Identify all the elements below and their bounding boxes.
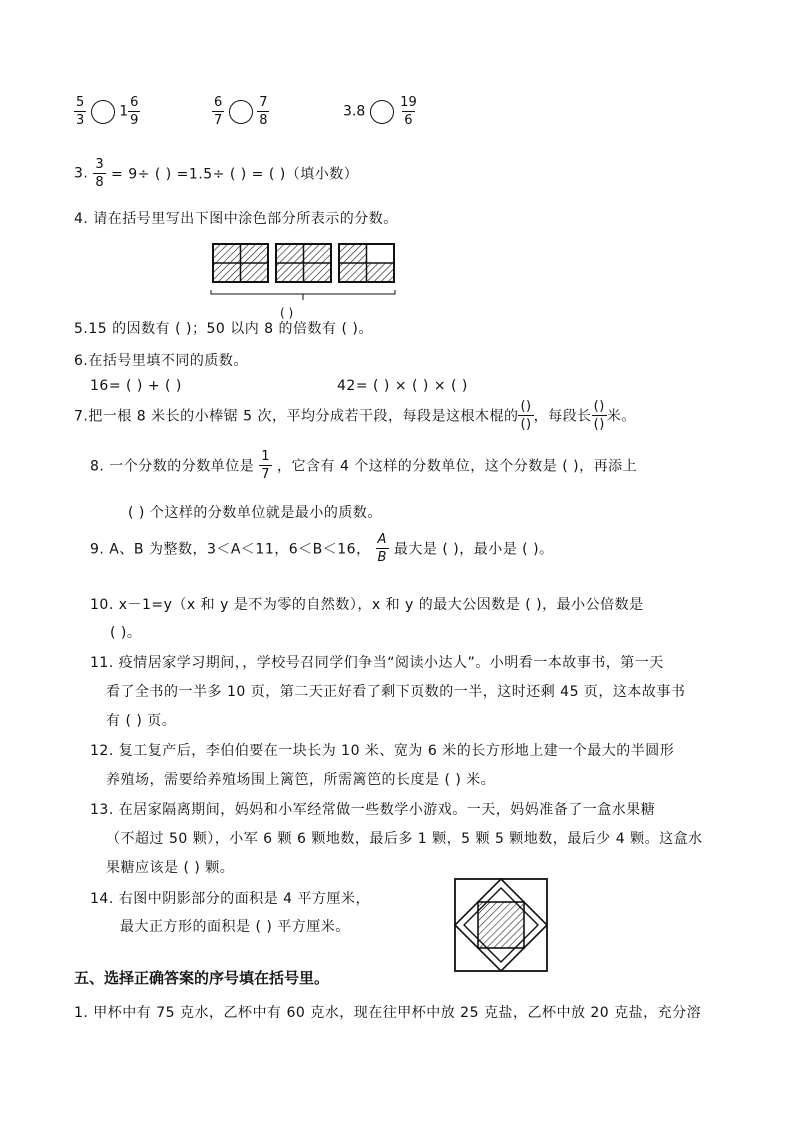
- fraction: $\frac{19}{6}$: [400, 95, 417, 128]
- section-5-title: 五、选择正确答案的序号填在括号里。: [74, 969, 330, 987]
- question-6-b: 42= ( ) × ( ) × ( ): [337, 378, 468, 394]
- question-12-line2: 养殖场，需要给养殖场围上篱笆，所需篱笆的长度是 ( ) 米。: [106, 772, 496, 788]
- question-13: 13. 在居家隔离期间，妈妈和小军经常做一些数学小游戏。一天，妈妈准备了一盒水果糖: [90, 802, 656, 818]
- question-6-a: 16= ( ) + ( ): [90, 378, 182, 394]
- compare-item-1: $\frac{5}{3}$ 1 $\frac{6}{9}$: [76, 95, 139, 128]
- question-11-line3: 有 ( ) 页。: [106, 713, 177, 729]
- fraction: $\frac{1}{7}$: [261, 449, 271, 482]
- compare-item-2: [212, 96, 269, 127]
- question-12: 12. 复工复产后，李伯伯要在一块长为 10 米、宽为 6 米的长方形地上建一个最大的半圆形: [90, 743, 675, 759]
- question-13-line3: 果糖应该是 ( ) 颗。: [106, 860, 235, 876]
- fraction: $\frac{7}{8}$: [259, 95, 268, 128]
- fraction: $\frac{6}{9}$: [130, 95, 139, 128]
- question-10: 10. x－1=y（x 和 y 是不为零的自然数），x 和 y 的最大公因数是 ( )，最小公倍数是: [90, 597, 644, 613]
- nested-squares-figure: [452, 876, 550, 974]
- shaded-rect-1: [213, 244, 268, 282]
- fraction: $\frac{A}{B}$: [377, 532, 387, 565]
- question-3: 3. $\frac{3}{8}$ = 9÷ ( ) =1.5÷ ( ) = ( )（填小数）: [74, 157, 359, 190]
- question-9: 9. A、B 为整数，3＜A＜11，6＜B＜16， $\frac{A}{B}$ 最大是 ( )，最小是 ( )。: [90, 532, 554, 565]
- figure-answer-blank[interactable]: ( ): [280, 306, 294, 320]
- section-5-question-1: 1. 甲杯中有 75 克水，乙杯中有 60 克水，现在往甲杯中放 25 克盐，乙杯中放 20 克盐，充分溶: [74, 1005, 702, 1021]
- question-5: 5.15 的因数有 ( )；50 以内 8 的倍数有 ( )。: [74, 321, 373, 337]
- question-8-line2: ( ) 个这样的分数单位就是最小的质数。: [128, 505, 382, 521]
- compare-circle[interactable]: [91, 100, 115, 124]
- question-6: 6.在括号里填不同的质数。: [74, 353, 248, 369]
- question-14-line2: 最大正方形的面积是 ( ) 平方厘米。: [120, 919, 350, 935]
- question-11: 11. 疫情居家学习期间，，学校号召同学们争当“阅读小达人”。小明看一本故事书，第一天: [90, 655, 664, 671]
- shaded-rect-3: [339, 244, 394, 282]
- question-10-line2: ( )。: [110, 625, 142, 641]
- question-11-line2: 看了全书的一半多 10 页，第二天正好看了剩下页数的一半，这时还剩 45 页，这本故事书: [106, 684, 686, 700]
- question-14: 14. 右图中阴影部分的面积是 4 平方厘米，: [90, 891, 371, 907]
- question-7: 7.把一根 8 米长的小棒锯 5 次，平均分成若干段，每段是这根木棍的 $\frac{()}{()}$ ，每段长 $\frac{()}{()}$ 米。: [74, 399, 636, 432]
- question-13-line2: （不超过 50 颗），小军 6 颗 6 颗地数，最后多 1 颗，5 颗 5 颗地数，最后少 4 颗。这盒水: [106, 831, 703, 847]
- shaded-rect-2: [276, 244, 331, 282]
- fraction-blank[interactable]: $\frac{()}{()}$: [520, 399, 532, 432]
- compare-item-3: 3.8 $\frac{19}{6}$: [343, 95, 417, 128]
- question-8: 8. 一个分数的分数单位是 $\frac{1}{7}$ ，它含有 4 个这样的分数单位，这个分数是 ( )，再添上: [90, 449, 638, 482]
- fraction-blank[interactable]: $\frac{()}{()}$: [593, 399, 605, 432]
- fraction: $\frac{3}{8}$: [95, 157, 105, 190]
- compare-circle[interactable]: [370, 100, 394, 124]
- shaded-rectangles-figure: [205, 238, 405, 304]
- fraction: $\frac{6}{7}$: [214, 95, 223, 128]
- question-4: 4. 请在括号里写出下图中涂色部分所表示的分数。: [74, 211, 398, 227]
- fraction: $\frac{5}{3}$: [76, 95, 85, 128]
- compare-circle[interactable]: [229, 100, 253, 124]
